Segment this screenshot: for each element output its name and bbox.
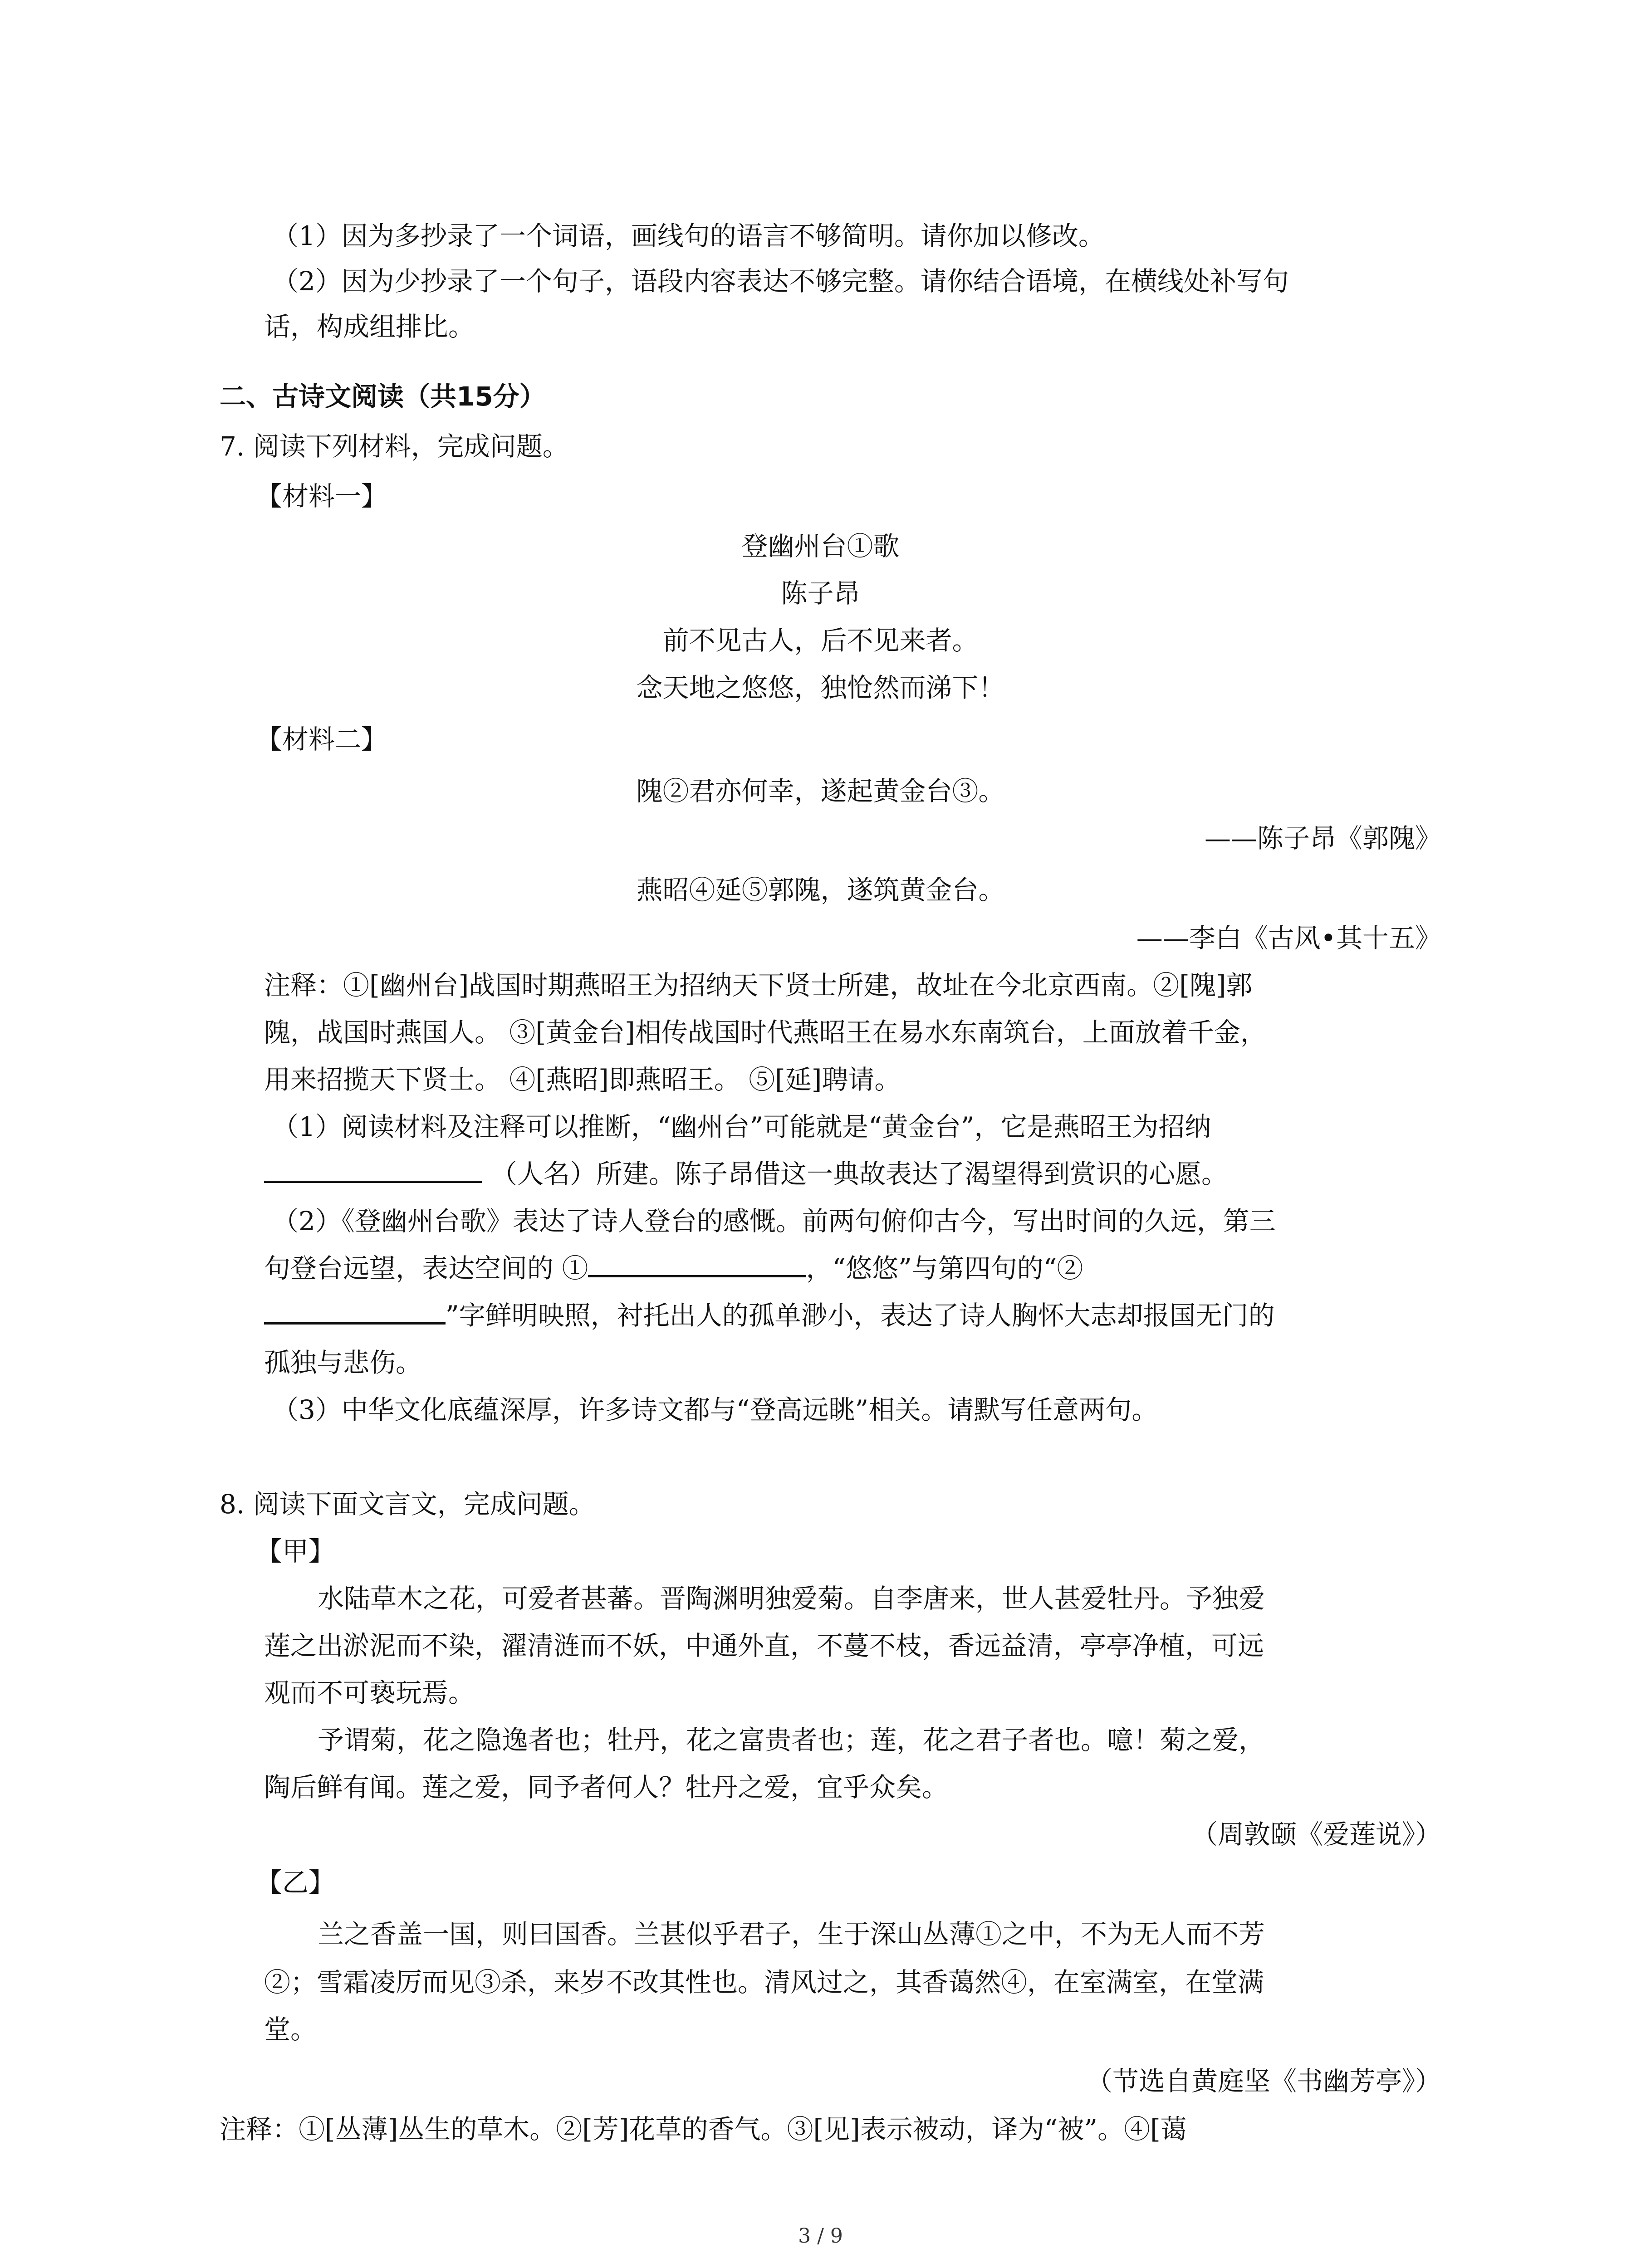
page-number: 3 / 9 (798, 2224, 843, 2248)
q8-jia-label: 【甲】 (256, 1536, 335, 1567)
q7-sub1-text: （人名）所建。陈子昂借这一典故表达了渴望得到赏识的心愿。 (491, 1158, 1228, 1189)
yi-line3: 堂。 (264, 2014, 317, 2045)
q8-yi-label: 【乙】 (256, 1867, 335, 1898)
q7-sub2-line4: 孤独与悲伤。 (264, 1347, 422, 1378)
poem-title: 登幽州台①歌 (741, 531, 900, 562)
yi-line1: 兰之香盖一国，则曰国香。兰甚似乎君子，生于深山丛薄①之中，不为无人而不芳 (318, 1919, 1265, 1950)
answer-blank[interactable] (264, 1295, 446, 1325)
q7-sub2-line2 (264, 1244, 1083, 1293)
jia-source: （周敦颐《爱莲说》） (1191, 1819, 1441, 1850)
q7-sub2-text-a: 句登台远望，表达空间的 ① (264, 1253, 588, 1284)
q7-note-line1: 注释：①[幽州台]战国时期燕昭王为招纳天下贤士所建，故址在今北京西南。②[隗]郭 (264, 970, 1253, 1001)
poem-author: 陈子昂 (781, 578, 860, 609)
q6-sub1: （1）因为多抄录了一个词语，画线句的语言不够简明。请你加以修改。 (272, 220, 1105, 251)
q7-sub2-line3 (264, 1291, 1275, 1340)
q8-stem: 8. 阅读下面文言文，完成问题。 (220, 1489, 595, 1520)
q7-sub2-line1: （2）《登幽州台歌》表达了诗人登台的感慨。前两句俯仰古今，写出时间的久远，第三 (272, 1206, 1276, 1237)
jia-line1: 水陆草木之花，可爱者甚蕃。晋陶渊明独爱菊。自李唐来，世人甚爱牡丹。予独爱 (318, 1583, 1265, 1614)
yi-source: （节选自黄庭坚《书幽芳亭》） (1086, 2066, 1441, 2097)
q7-sub3: （3）中华文化底蕴深厚，许多诗文都与“登高远眺”相关。请默写任意两句。 (272, 1394, 1158, 1425)
poem-line2: 念天地之悠悠，独怆然而涕下！ (636, 672, 1005, 703)
section-heading: 二、古诗文阅读（共15分） (220, 381, 546, 412)
answer-blank[interactable] (588, 1248, 806, 1277)
material2-source1: ——陈子昂《郭隗》 (1204, 823, 1441, 854)
q7-note-line2: 隗，战国时燕国人。 ③[黄金台]相传战国时代燕昭王在易水东南筑台，上面放着千金， (264, 1017, 1267, 1048)
yi-line2: ②；雪霜凌厉而见③杀，来岁不改其性也。清风过之，其香蔼然④，在室满室，在堂满 (264, 1967, 1264, 1998)
q7-sub1-line2 (264, 1149, 1228, 1198)
jia-line4: 予谓菊，花之隐逸者也；牡丹，花之富贵者也；莲，花之君子者也。噫！菊之爱， (318, 1725, 1265, 1755)
jia-line5: 陶后鲜有闻。莲之爱，同予者何人？牡丹之爱，宜乎众矣。 (264, 1772, 949, 1803)
material2-source2: ——李白《古风•其十五》 (1136, 923, 1441, 953)
answer-blank[interactable] (264, 1154, 482, 1183)
q8-note: 注释：①[丛薄]丛生的草木。②[芳]花草的香气。③[见]表示被动，译为“被”。④[蔼 (220, 2114, 1187, 2145)
q7-sub1-line1: （1）阅读材料及注释可以推断，“幽州台”可能就是“黄金台”，它是燕昭王为招纳 (272, 1111, 1211, 1142)
q6-sub2-line1: （2）因为少抄录了一个句子，语段内容表达不够完整。请你结合语境，在横线处补写句 (272, 266, 1289, 297)
q7-sub2-text-c: ”字鲜明映照，衬托出人的孤单渺小，表达了诗人胸怀大志却报国无门的 (446, 1300, 1275, 1331)
q7-material1-label: 【材料一】 (256, 481, 388, 512)
material2-quote1: 隗②君亦何幸，遂起黄金台③。 (636, 776, 1005, 807)
q7-material2-label: 【材料二】 (256, 724, 388, 755)
q7-note-line3: 用来招揽天下贤士。 ④[燕昭]即燕昭王。 ⑤[延]聘请。 (264, 1064, 901, 1095)
jia-line2: 莲之出淤泥而不染，濯清涟而不妖，中通外直，不蔓不枝，香远益清，亭亭净植，可远 (264, 1630, 1264, 1661)
poem-line1: 前不见古人，后不见来者。 (662, 625, 979, 656)
q7-stem: 7. 阅读下列材料，完成问题。 (220, 431, 569, 462)
q6-sub2-line2: 话，构成组排比。 (264, 311, 475, 342)
material2-quote2: 燕昭④延⑤郭隗，遂筑黄金台。 (636, 875, 1005, 905)
jia-line3: 观而不可亵玩焉。 (264, 1677, 475, 1708)
q7-sub2-text-b: ，“悠悠”与第四句的“② (806, 1253, 1083, 1284)
